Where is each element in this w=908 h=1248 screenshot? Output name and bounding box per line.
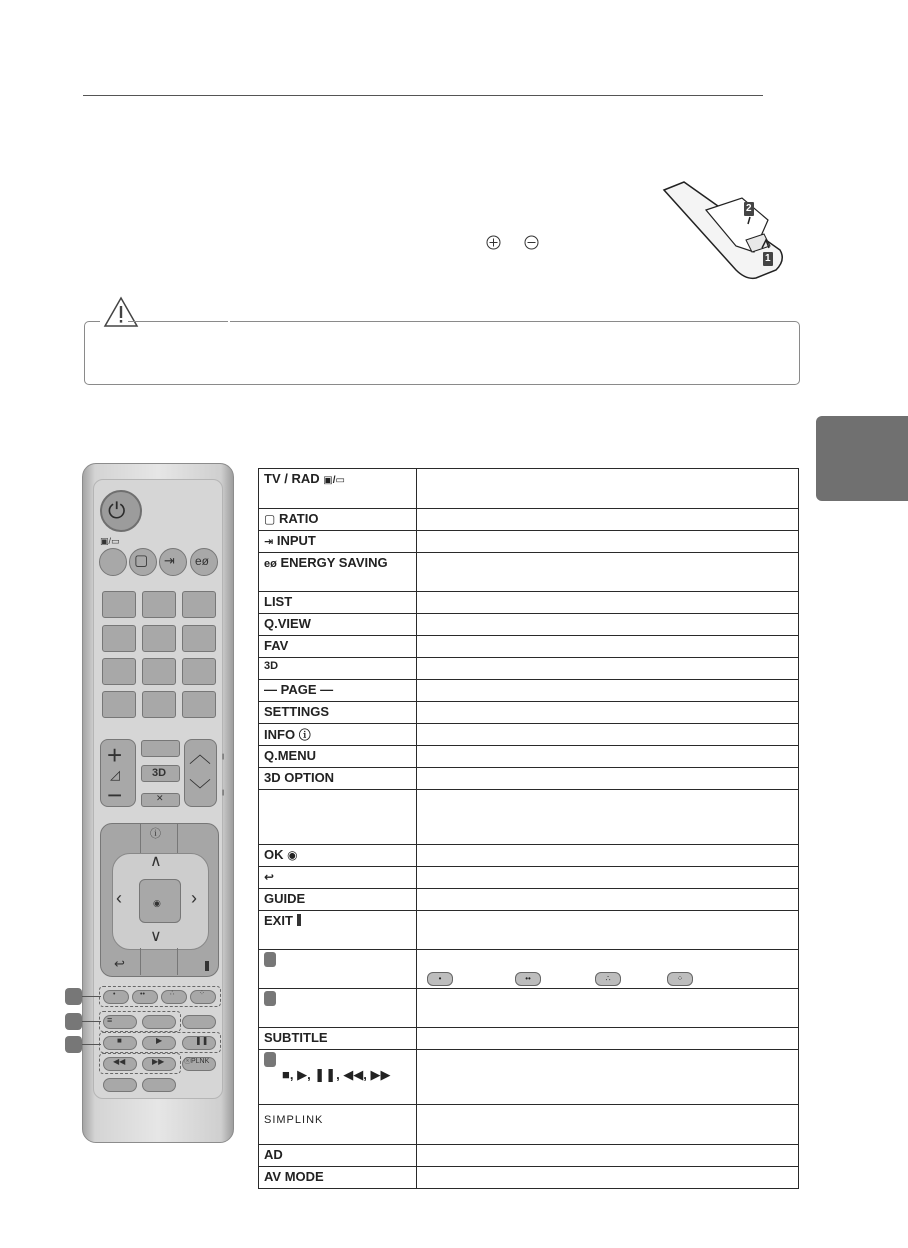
red-button-icon: • [427, 972, 453, 986]
arrow-up-icon: ∧ [150, 853, 162, 870]
green-button-icon: •• [515, 972, 541, 986]
3d-option-key: 3D OPTION [259, 768, 417, 790]
3d-key: 3D [259, 658, 417, 680]
page-key: PAGE [280, 682, 317, 697]
energy-saving-key: ENERGY SAVING [280, 555, 388, 570]
guide-key: GUIDE [259, 889, 417, 911]
simplink-icon: ⓢPLNK [184, 1058, 210, 1065]
ratio-icon: ▢ [264, 512, 276, 526]
callout-1-marker [264, 952, 276, 967]
tv-rad-key: TV / RAD [264, 471, 320, 486]
info-icon: ⓘ [150, 828, 161, 840]
av-mode-key: AV MODE [259, 1167, 417, 1189]
number-button[interactable] [182, 658, 216, 685]
table-row [259, 768, 799, 790]
chevron-down-icon: ﹀ [189, 778, 212, 803]
green-button[interactable] [132, 990, 158, 1004]
minus-circle-icon [524, 235, 539, 253]
mute-icon: ✕ [156, 793, 164, 803]
page-up-icon: ╷ [220, 749, 227, 760]
tv-rad-icon: ▣/▭ [100, 536, 120, 546]
chevron-up-icon: ︿ [189, 742, 212, 767]
table-row [259, 790, 799, 845]
callout-1 [65, 988, 82, 1005]
av-mode-button[interactable] [142, 1078, 176, 1092]
ok-icon: ◉ [153, 898, 161, 908]
list-key: LIST [259, 592, 417, 614]
subtitle-button[interactable] [182, 1015, 216, 1029]
page-down-icon: ╷ [220, 785, 227, 796]
stop-icon: ■ [117, 1036, 122, 1045]
subtitle-key: SUBTITLE [259, 1028, 417, 1050]
plus-circle-icon [486, 235, 501, 253]
table-row [259, 636, 799, 658]
number-button[interactable] [142, 691, 176, 718]
number-button[interactable] [102, 591, 136, 618]
table-row [259, 1145, 799, 1167]
q-menu-key: Q.MENU [259, 746, 417, 768]
table-row [259, 1105, 799, 1145]
key-description-table [258, 468, 799, 1189]
table-row [259, 989, 799, 1028]
table-row [259, 950, 799, 989]
table-row [259, 614, 799, 636]
pause-icon: ❚❚ [195, 1036, 209, 1045]
energy-saving-icon: eø [195, 554, 210, 568]
exit-icon [297, 914, 301, 926]
input-icon: ⇥ [164, 553, 175, 568]
table-row [259, 702, 799, 724]
table-row [259, 531, 799, 553]
list-button[interactable] [102, 691, 136, 718]
volume-up-icon: + [107, 740, 123, 770]
input-icon: ⇥ [264, 536, 274, 548]
blue-button-icon: ⁘ [667, 972, 693, 986]
q-view-button[interactable] [182, 691, 216, 718]
ratio-icon: ▢ [134, 552, 149, 569]
table-row [259, 889, 799, 911]
caution-box [84, 321, 800, 385]
table-row [259, 1167, 799, 1189]
number-button[interactable] [102, 658, 136, 685]
step-1-label: 1 [765, 253, 771, 264]
number-button[interactable] [142, 625, 176, 652]
table-row [259, 724, 799, 746]
table-row [259, 509, 799, 531]
playback-keys: ■, ▶, ❚❚, ◀◀, ▶▶ [282, 1067, 391, 1082]
q-view-key: Q.VIEW [259, 614, 417, 636]
arrow-left-icon: ‹ [116, 888, 122, 908]
fast-forward-icon: ▶▶ [152, 1057, 165, 1066]
table-row [259, 1050, 799, 1105]
back-icon: ↩ [264, 870, 275, 884]
table-row [259, 592, 799, 614]
table-row [259, 680, 799, 702]
table-row [259, 553, 799, 592]
table-row [259, 746, 799, 768]
volume-icon: ◿ [110, 767, 120, 782]
number-button[interactable] [142, 658, 176, 685]
fav-button[interactable] [141, 740, 180, 757]
tv-rad-icon: ▣/▭ [323, 475, 345, 486]
power-icon: ⏻ [108, 498, 126, 523]
arrow-right-icon: › [191, 888, 197, 908]
ok-key: OK [264, 847, 284, 862]
callout-2 [65, 1013, 82, 1030]
red-button[interactable] [103, 990, 129, 1004]
table-row [259, 845, 799, 867]
step-2-label: 2 [746, 203, 752, 214]
arrow-down-icon: ∨ [150, 928, 162, 945]
play-icon: ▶ [156, 1036, 163, 1045]
t-opt-button[interactable] [142, 1015, 176, 1029]
teletext-icon: ≡ [107, 1015, 113, 1025]
input-key: INPUT [276, 533, 316, 548]
settings-key: SETTINGS [259, 702, 417, 724]
battery-cover-illustration [656, 180, 786, 280]
table-row [259, 469, 799, 509]
callout-3 [65, 1036, 82, 1053]
ok-icon: ◉ [287, 848, 298, 862]
energy-saving-icon: eø [264, 558, 277, 570]
header-rule [83, 95, 763, 96]
number-button[interactable] [182, 591, 216, 618]
table-row [259, 1028, 799, 1050]
warning-triangle-icon [103, 296, 139, 333]
info-key: INFO [264, 727, 296, 742]
callout-2-marker [264, 991, 276, 1006]
3d-icon: 3D [152, 767, 167, 779]
yellow-button-icon: ∴ [595, 972, 621, 986]
chapter-tab [816, 416, 908, 501]
volume-down-icon: − [107, 780, 123, 810]
number-button[interactable] [102, 625, 136, 652]
back-icon: ↩ [114, 956, 125, 971]
rewind-icon: ◀◀ [113, 1057, 126, 1066]
number-button[interactable] [182, 625, 216, 652]
ratio-key: RATIO [278, 511, 319, 526]
callout-3-marker [264, 1052, 276, 1067]
number-button[interactable] [142, 591, 176, 618]
exit-key: EXIT [264, 913, 293, 928]
exit-icon [205, 961, 209, 971]
page-right-icon: — [320, 682, 334, 697]
simplink-logo: SIMPLINK [264, 1114, 324, 1126]
tv-rad-button[interactable] [99, 548, 127, 576]
table-row [259, 911, 799, 950]
table-row [259, 867, 799, 889]
page-left-icon: — [264, 682, 277, 697]
info-icon: ⓘ [298, 728, 311, 742]
ad-key: AD [259, 1145, 417, 1167]
ad-button[interactable] [103, 1078, 137, 1092]
table-row [259, 658, 799, 680]
fav-key: FAV [259, 636, 417, 658]
